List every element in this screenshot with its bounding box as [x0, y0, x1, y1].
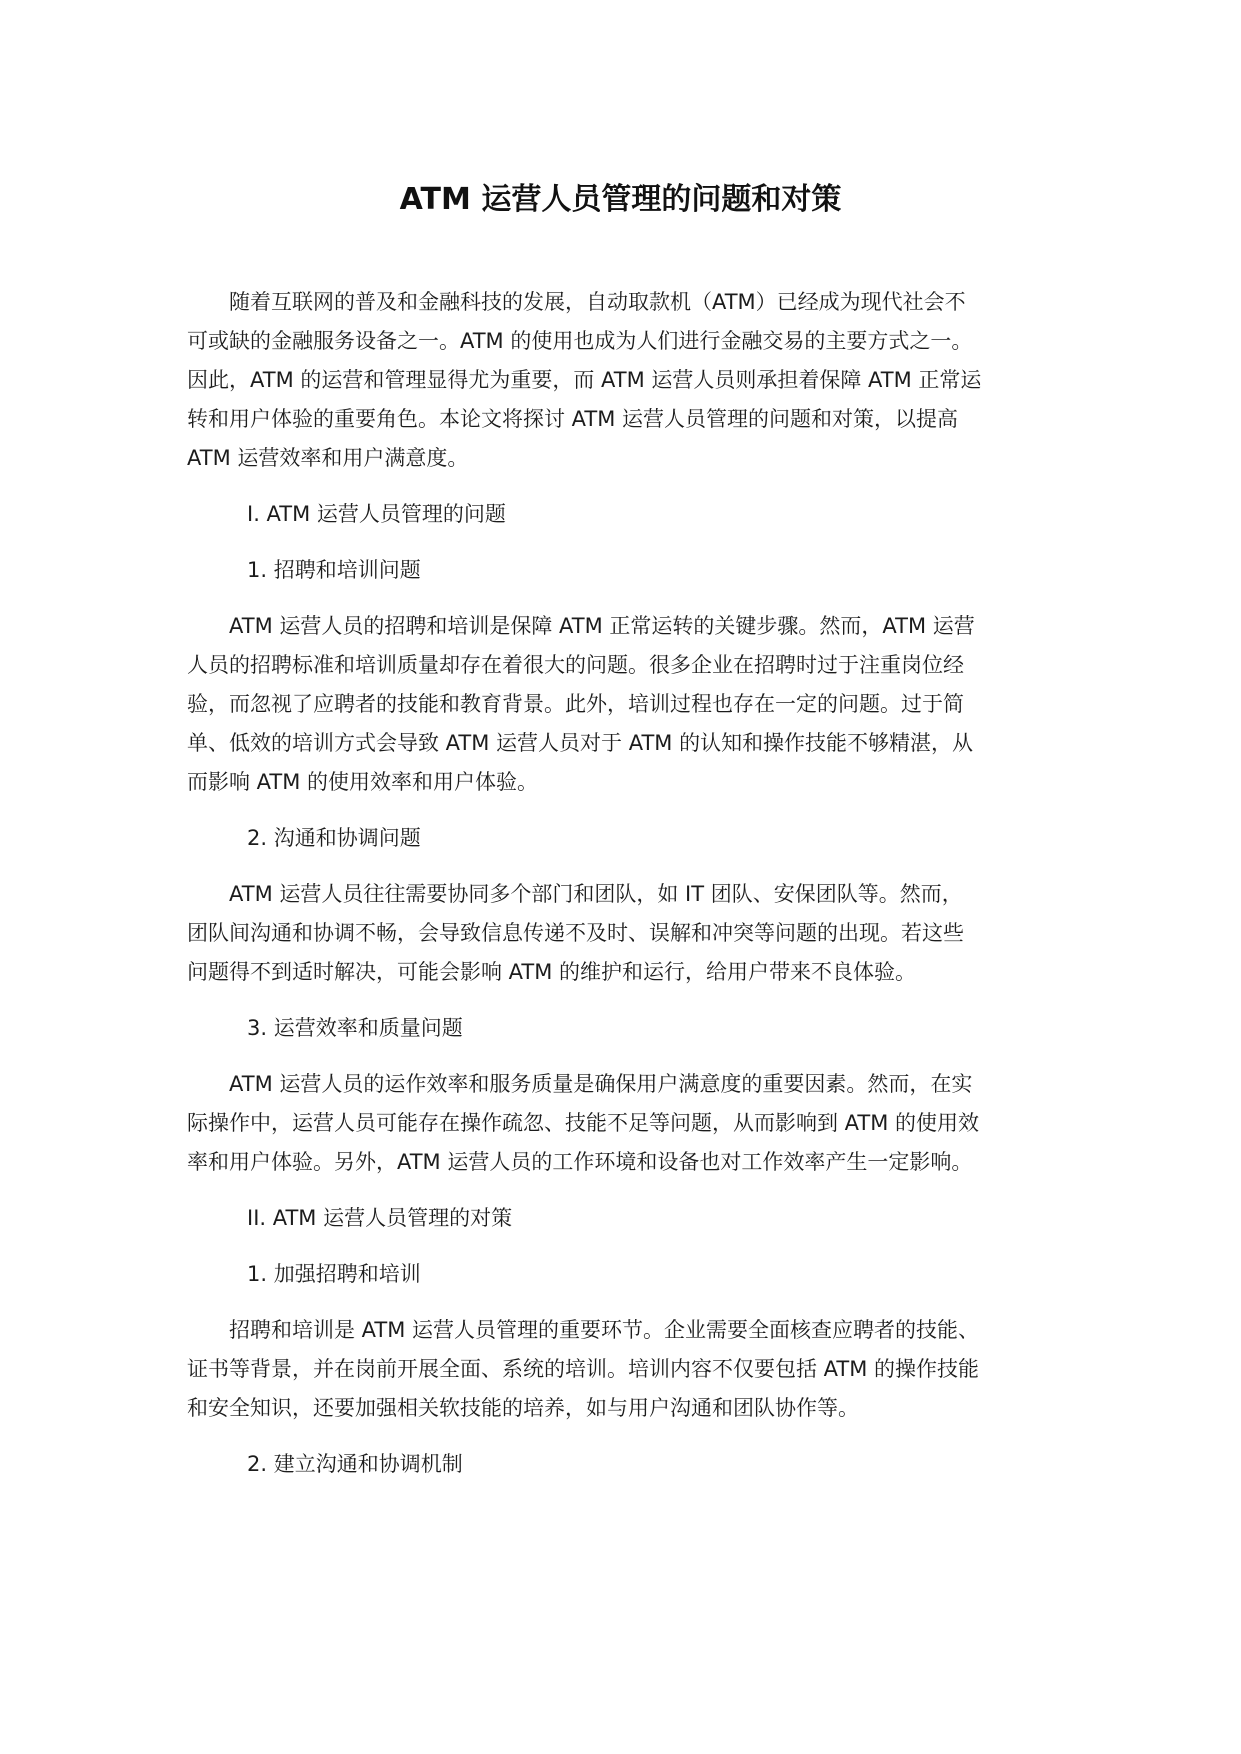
- paragraph-line: 随着互联网的普及和金融科技的发展，自动取款机（ATM）已经成为现代社会不: [229, 290, 966, 314]
- paragraph-line: 率和用户体验。另外，ATM 运营人员的工作环境和设备也对工作效率产生一定影响。: [187, 1150, 973, 1174]
- subsection-heading-communication: 2. 沟通和协调问题: [247, 826, 421, 850]
- strengthen-recruitment-paragraph: [187, 1311, 1067, 1428]
- subsection-heading-communication-mechanism: 2. 建立沟通和协调机制: [247, 1452, 463, 1476]
- intro-paragraph: [187, 283, 1067, 478]
- recruitment-problem-paragraph: [187, 607, 1067, 802]
- communication-problem-paragraph: [187, 875, 1067, 992]
- paragraph-line: 招聘和培训是 ATM 运营人员管理的重要环节。企业需要全面核查应聘者的技能、: [229, 1318, 980, 1342]
- subsection-heading-recruitment: 1. 招聘和培训问题: [247, 558, 421, 582]
- subsection-heading-efficiency: 3. 运营效率和质量问题: [247, 1016, 463, 1040]
- efficiency-problem-paragraph: [187, 1065, 1067, 1182]
- paragraph-line: 问题得不到适时解决，可能会影响 ATM 的维护和运行，给用户带来不良体验。: [187, 960, 917, 984]
- paragraph-line: 而影响 ATM 的使用效率和用户体验。: [187, 770, 539, 794]
- paragraph-line: 因此，ATM 的运营和管理显得尤为重要，而 ATM 运营人员则承担着保障 ATM 正常运: [187, 368, 982, 392]
- paragraph-line: 团队间沟通和协调不畅，会导致信息传递不及时、误解和冲突等问题的出现。若这些: [187, 921, 964, 945]
- section-heading-problems: I. ATM 运营人员管理的问题: [247, 502, 506, 526]
- paragraph-line: 单、低效的培训方式会导致 ATM 运营人员对于 ATM 的认知和操作技能不够精湛，从: [187, 731, 974, 755]
- paragraph-line: 证书等背景，并在岗前开展全面、系统的培训。培训内容不仅要包括 ATM 的操作技能: [187, 1357, 980, 1381]
- document-body: [187, 283, 1067, 1484]
- paragraph-line: 人员的招聘标准和培训质量却存在着很大的问题。很多企业在招聘时过于注重岗位经: [187, 653, 964, 677]
- document-title: ATM 运营人员管理的问题和对策: [399, 182, 842, 217]
- paragraph-line: 转和用户体验的重要角色。本论文将探讨 ATM 运营人员管理的问题和对策，以提高: [187, 407, 959, 431]
- paragraph-line: ATM 运营人员往往需要协同多个部门和团队，如 IT 团队、安保团队等。然而，: [229, 882, 963, 906]
- subsection-heading-strengthen-recruitment: 1. 加强招聘和培训: [247, 1262, 421, 1286]
- paragraph-line: ATM 运营人员的招聘和培训是保障 ATM 正常运转的关键步骤。然而，ATM 运营: [229, 614, 975, 638]
- paragraph-line: ATM 运营人员的运作效率和服务质量是确保用户满意度的重要因素。然而，在实: [229, 1072, 973, 1096]
- section-heading-countermeasures: II. ATM 运营人员管理的对策: [247, 1206, 513, 1230]
- paragraph-line: 可或缺的金融服务设备之一。ATM 的使用也成为人们进行金融交易的主要方式之一。: [187, 329, 973, 353]
- paragraph-line: 和安全知识，还要加强相关软技能的培养，如与用户沟通和团队协作等。: [187, 1396, 859, 1420]
- paragraph-line: ATM 运营效率和用户满意度。: [187, 446, 469, 470]
- paragraph-line: 际操作中，运营人员可能存在操作疏忽、技能不足等问题，从而影响到 ATM 的使用效: [187, 1111, 980, 1135]
- paragraph-line: 验，而忽视了应聘者的技能和教育背景。此外，培训过程也存在一定的问题。过于简: [187, 692, 964, 716]
